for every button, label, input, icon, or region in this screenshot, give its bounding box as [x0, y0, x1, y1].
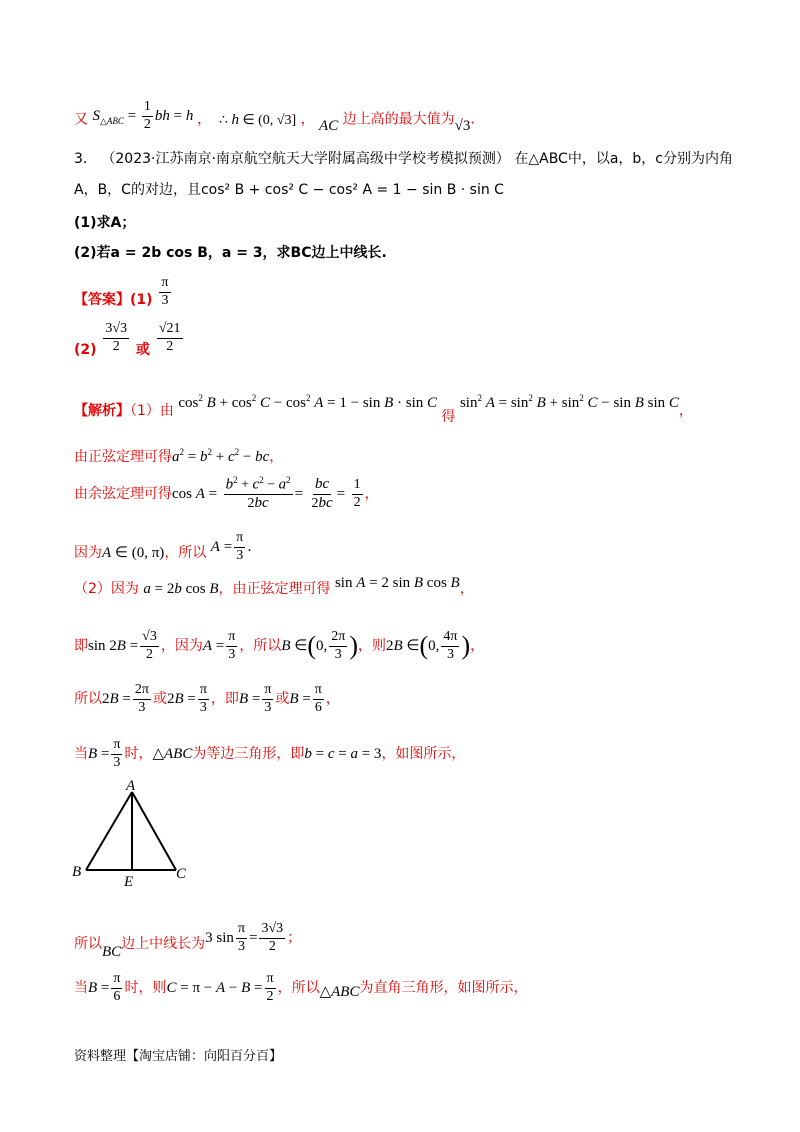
sep: ， — [197, 111, 212, 128]
question-3-line1 — [74, 152, 733, 166]
answer-value-a: $\frac{3√3}{2}$ — [105, 321, 128, 354]
solution-line6: 即sin 2B = $\frac{√3}{2}$ ，因为A = $\frac{\pi}{3}$ ，所以B ∈(0, $\frac{2\pi}{3}$ )，则2B ∈(0, $\frac{4\pi}{3}$ )， — [74, 629, 485, 662]
question-3-line2: A，B，C的对边，且cos² B + cos² C − cos² A = 1 − sin B · sin C — [74, 182, 504, 198]
answer-value-b: $\frac{√21}{2}$ — [158, 321, 181, 354]
question-number: 3． — [74, 151, 97, 167]
h-range: ∴ h ∈ (0, √3] — [215, 111, 297, 128]
vertex-b-label: B — [72, 864, 82, 880]
side-ab — [86, 792, 132, 870]
answer-part2-label: (2) — [74, 342, 97, 359]
ac-label: AC — [319, 117, 339, 134]
triangle-figure — [70, 778, 200, 888]
answer-line2 — [74, 321, 185, 359]
question-3-part2: (2)若a = 2b cos B，a = 3，求BC边上中线长. — [74, 245, 387, 261]
answer-or: 或 — [135, 342, 150, 359]
answer-label: 【答案】(1) — [74, 292, 153, 309]
midpoint-e-label: E — [124, 874, 134, 888]
solution-line9: 所以BC边上中线长为3 sin $\frac{\pi}{3}$ = $\frac{3√3}{2}$ ； — [74, 921, 302, 961]
vertex-a-label: A — [126, 778, 136, 794]
max-height-value: √3 — [454, 117, 471, 134]
comma: ， — [300, 111, 315, 128]
page-footer: 资料整理【淘宝店铺：向阳百分百】 — [74, 1049, 283, 1064]
solution-line7: 所以2B = $\frac{2\pi}{3}$ 或2B = $\frac{\pi}{3}$ ，即B = $\frac{\pi}{3}$ 或B = $\frac{\pi}{6}$ ， — [74, 682, 340, 715]
area-formula: $S_{\triangle ABC}$ = $\frac{1}{2}$ bh = h — [92, 99, 194, 132]
solution-line5: （2）因为 a = 2b cos B，由正弦定理可得 sin A = 2 sin B cos B， — [74, 575, 474, 597]
question-source: （2023·江苏南京·南京航空航天大学附属高级中学校考模拟预测） — [101, 151, 510, 167]
solution-line8: 当B = $\frac{\pi}{3}$ 时，△ABC为等边三角形，即b = c = a = 3，如图所示， — [74, 737, 466, 770]
question-intro: 在△ABC中，以a，b，c分别为内角 — [514, 151, 733, 167]
max-height-text: 边上高的最大值为 — [342, 111, 455, 128]
answer-line1 — [74, 276, 173, 308]
solution-line3: 由余弦定理可得cos A = $\frac{b^2 + c^2 - a^2}{2bc}$ = $\frac{bc}{2bc}$ = $\frac{1}{2}$ ， — [74, 475, 379, 512]
question-3-part1: (1)求A； — [74, 215, 136, 231]
solution-line1: 【解析】（1）由 $\cos^2 B + \cos^2 C - \cos^2 A = 1 - \sin B \cdot \sin C$ 得 $\sin^2 A = \sin^2 B + \sin^2 C - \sin B$ sin C， — [74, 393, 693, 425]
side-ac — [132, 792, 176, 870]
solution-line4: 因为A ∈ (0, π)，所以 A = $\frac{\pi}{3}$ . — [74, 530, 252, 563]
period: . — [470, 111, 475, 128]
solution-line2: 由正弦定理可得$a^2 = b^2 + c^2$ − bc， — [74, 447, 284, 465]
answer-pi-over-3: $\frac{\pi}{3}$ — [161, 275, 169, 308]
solution-line10: 当B = $\frac{\pi}{6}$ 时，则C = π − A − B = $\frac{\pi}{2}$ ，所以△ABC为直角三角形，如图所示， — [74, 971, 528, 1004]
you-label: 又 — [74, 111, 88, 128]
vertex-c-label: C — [176, 866, 187, 882]
line-max-height — [74, 99, 475, 136]
